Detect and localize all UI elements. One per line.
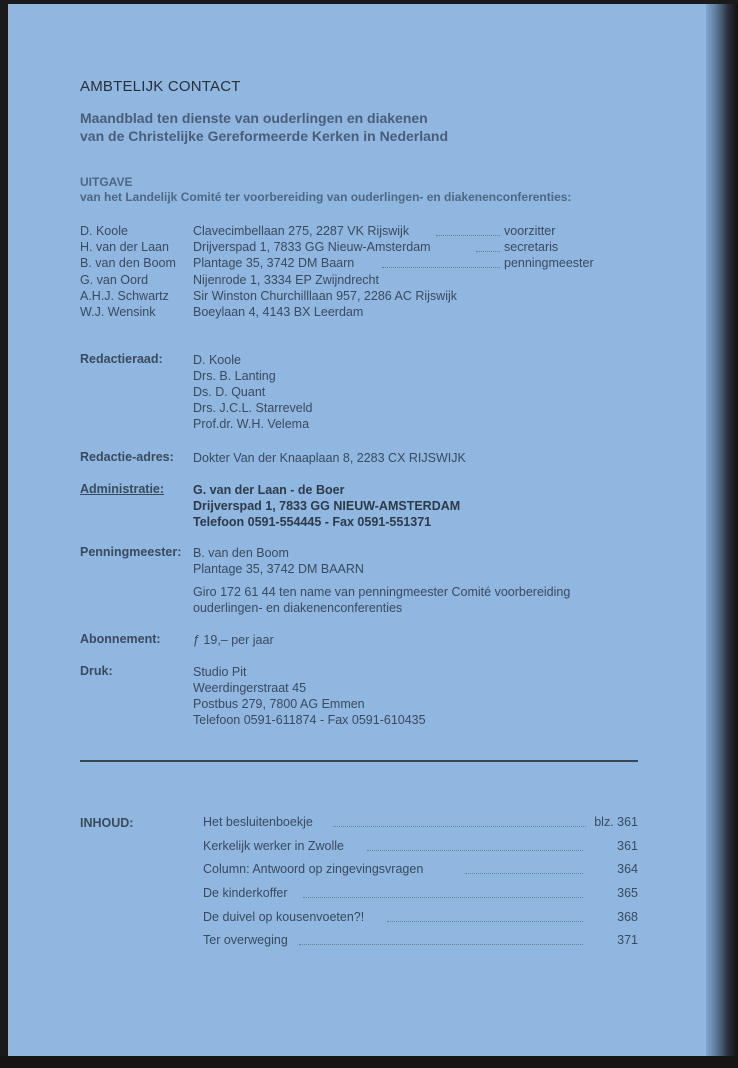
committee-address: Boeylaan 4, 4143 BX Leerdam xyxy=(193,304,364,319)
redactieraad-member: Ds. D. Quant xyxy=(193,385,266,399)
leader-dots xyxy=(476,251,500,252)
redactieraad-label: Redactieraad: xyxy=(80,352,163,366)
leader-dots xyxy=(382,267,500,268)
penningmeester-value xyxy=(193,545,364,577)
leader-dots xyxy=(299,944,583,945)
committee-row xyxy=(80,273,640,289)
druk-value xyxy=(193,664,426,728)
toc-title: Ter overweging xyxy=(203,933,288,948)
page-edge-right xyxy=(706,4,738,1068)
committee-row xyxy=(80,289,640,305)
administratie-value xyxy=(193,482,460,530)
toc-title: Het besluitenboekje xyxy=(203,815,313,829)
committee-address: Drijverspad 1, 7833 GG Nieuw-Amsterdam xyxy=(193,240,431,255)
leader-dots xyxy=(367,850,583,851)
abonnement-value xyxy=(193,632,274,648)
toc-page: 371 xyxy=(617,933,638,948)
toc-row xyxy=(195,862,638,886)
toc-page: 368 xyxy=(617,909,638,924)
publication-title: AMBTELIJK CONTACT xyxy=(80,78,241,95)
divider-rule xyxy=(80,760,638,762)
administratie-label: Administratie: xyxy=(80,482,165,496)
toc-title: Kerkelijk werker in Zwolle xyxy=(203,838,345,853)
penningmeester-line: B. van den Boom xyxy=(193,546,289,560)
committee-row xyxy=(80,305,640,321)
penningmeester-giro xyxy=(193,584,570,616)
page-edge-bottom xyxy=(0,1056,738,1068)
committee-address: Sir Winston Churchilllaan 957, 2286 AC Rijswijk xyxy=(193,288,458,303)
druk-line: Telefoon 0591-611874 - Fax 0591-610435 xyxy=(193,713,426,727)
uitgave-heading: UITGAVE xyxy=(80,175,133,189)
administratie-line: Drijverspad 1, 7833 GG NIEUW-AMSTERDAM xyxy=(193,499,461,513)
druk-line: Weerdingerstraat 45 xyxy=(193,681,307,695)
publication-subtitle-line2: van de Christelijke Gereformeerde Kerken in Nederland xyxy=(80,128,449,144)
redactieraad-member: Prof.dr. W.H. Velema xyxy=(193,417,310,431)
committee-name: D. Koole xyxy=(80,224,128,238)
toc-page: 364 xyxy=(617,862,638,877)
redactieraad-member: D. Koole xyxy=(193,353,241,367)
penningmeester-line: Plantage 35, 3742 DM BAARN xyxy=(193,562,364,576)
committee-address: Clavecimbellaan 275, 2287 VK Rijswijk xyxy=(193,224,410,238)
committee-address: Nijenrode 1, 3334 EP Zwijndrecht xyxy=(193,272,379,287)
penningmeester-label: Penningmeester: xyxy=(80,545,182,559)
druk-line: Studio Pit xyxy=(193,665,247,679)
toc-page: 361 xyxy=(617,838,638,853)
committee-role: penningmeester xyxy=(504,256,594,271)
redactie-adres-value xyxy=(193,450,466,466)
toc-page: blz. 361 xyxy=(594,815,638,829)
toc-row xyxy=(195,933,638,957)
leader-dots xyxy=(303,897,583,898)
committee-name: A.H.J. Schwartz xyxy=(80,288,169,303)
committee-list xyxy=(80,224,640,321)
toc-row xyxy=(195,886,638,910)
redactieraad-member: Drs. J.C.L. Starreveld xyxy=(193,401,313,415)
committee-role: secretaris xyxy=(504,240,559,255)
redactieraad-member: Drs. B. Lanting xyxy=(193,369,276,383)
committee-name: W.J. Wensink xyxy=(80,304,156,319)
leader-dots xyxy=(333,826,586,827)
abonnement-label: Abonnement: xyxy=(80,632,161,646)
toc-title: Column: Antwoord op zingevingsvragen xyxy=(203,862,424,877)
committee-name: H. van der Laan xyxy=(80,240,169,255)
publication-subtitle-line1: Maandblad ten dienste van ouderlingen en diakenen xyxy=(80,110,428,126)
administratie-line: G. van der Laan - de Boer xyxy=(193,483,345,497)
redactie-adres-label: Redactie-adres: xyxy=(80,450,174,464)
committee-row xyxy=(80,256,640,272)
toc-row xyxy=(195,815,638,839)
redactieraad-members xyxy=(193,352,312,432)
committee-name: G. van Oord xyxy=(80,272,149,287)
committee-name: B. van den Boom xyxy=(80,256,176,271)
toc-title: De duivel op kousenvoeten?! xyxy=(203,909,365,924)
leader-dots xyxy=(436,235,500,236)
toc-title: De kinderkoffer xyxy=(203,886,288,901)
committee-row xyxy=(80,224,640,240)
toc-row xyxy=(195,839,638,863)
committee-address: Plantage 35, 3742 DM Baarn xyxy=(193,256,355,271)
administratie-line: Telefoon 0591-554445 - Fax 0591-551371 xyxy=(193,515,432,529)
giro-line: Giro 172 61 44 ten name van penningmeester Comité voorbereiding xyxy=(193,585,571,599)
toc-row xyxy=(195,910,638,934)
abonnement-price: ƒ 19,– per jaar xyxy=(193,633,274,647)
committee-role: voorzitter xyxy=(504,224,556,238)
leader-dots xyxy=(387,921,583,922)
redactie-adres-line: Dokter Van der Knaaplaan 8, 2283 CX RIJSWIJK xyxy=(193,451,466,465)
table-of-contents xyxy=(195,815,638,957)
toc-page: 365 xyxy=(617,886,638,901)
inhoud-label: INHOUD: xyxy=(80,816,134,830)
druk-line: Postbus 279, 7800 AG Emmen xyxy=(193,697,365,711)
committee-row xyxy=(80,240,640,256)
leader-dots xyxy=(465,873,583,874)
uitgave-subheading: van het Landelijk Comité ter voorbereiding van ouderlingen- en diakenenconferenties: xyxy=(80,190,572,204)
druk-label: Druk: xyxy=(80,664,113,678)
giro-line: ouderlingen- en diakenenconferenties xyxy=(193,601,403,615)
